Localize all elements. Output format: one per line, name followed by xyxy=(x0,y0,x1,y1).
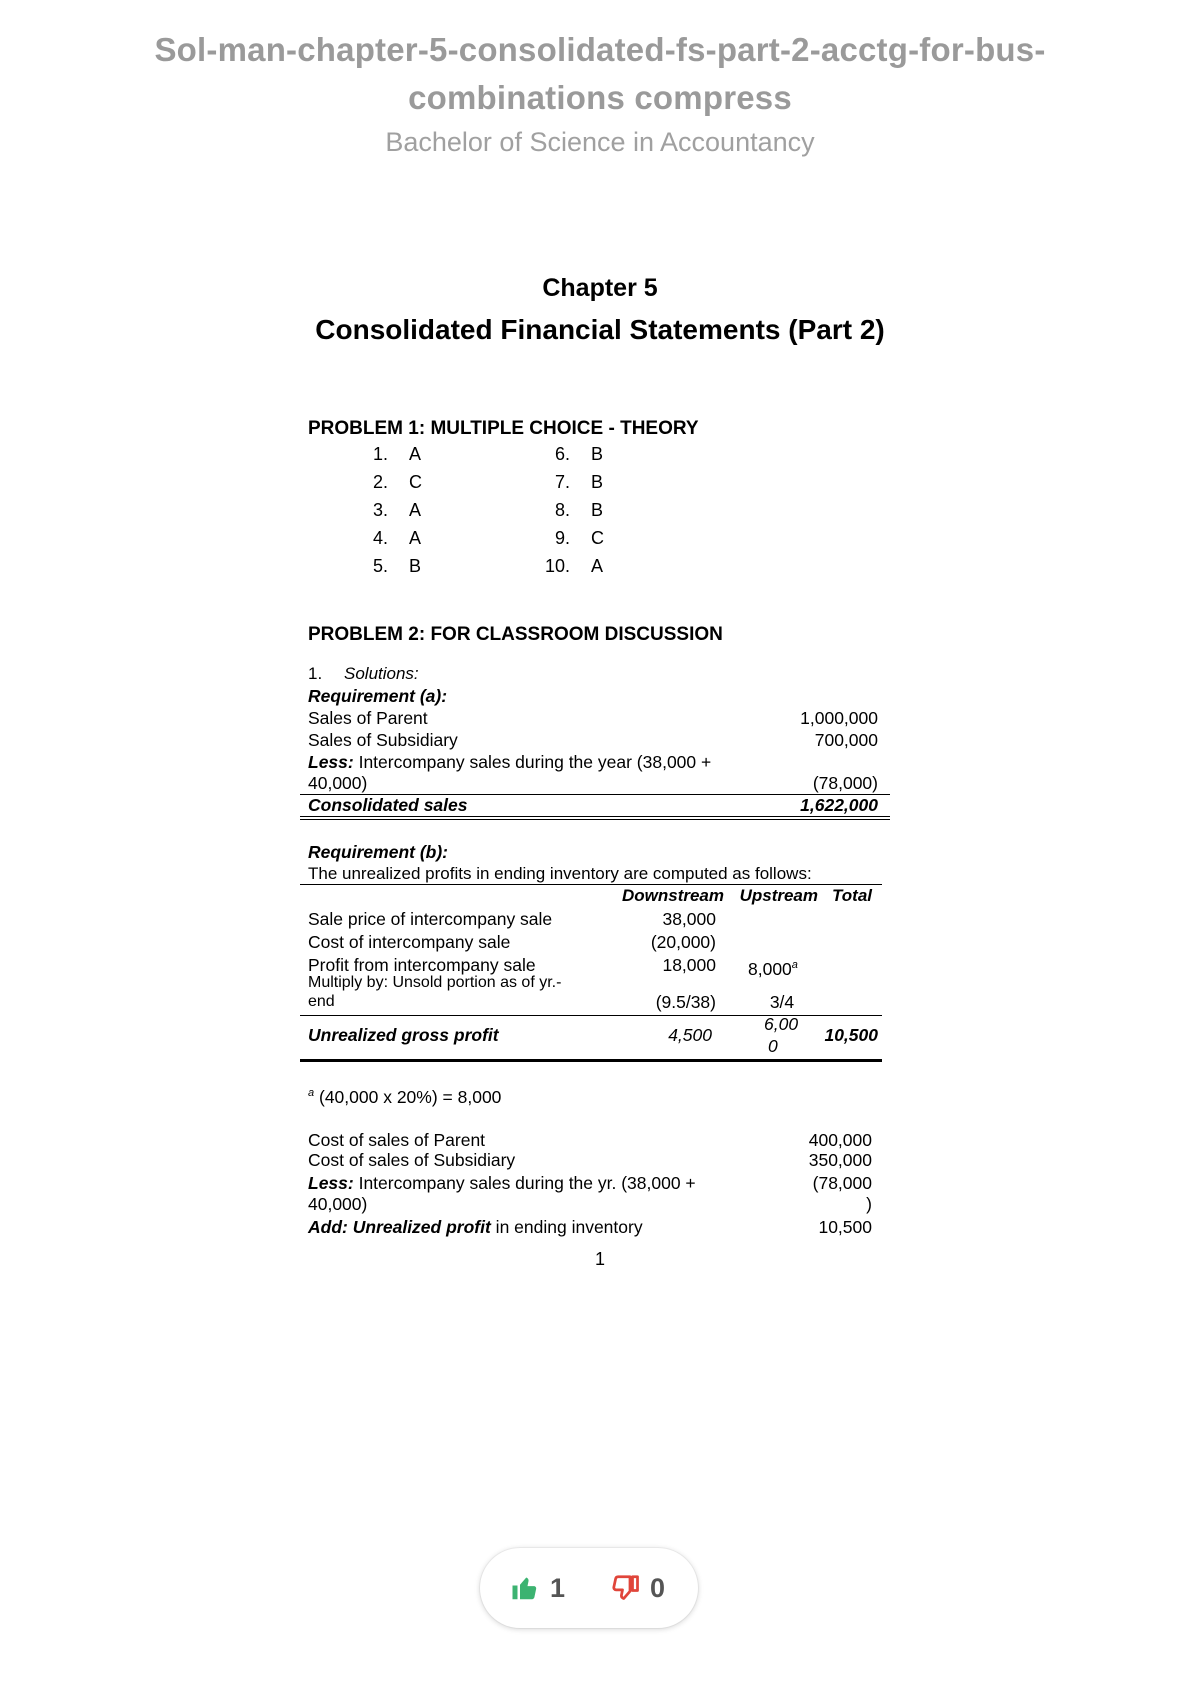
row-label: Cost of sales of Subsidiary xyxy=(308,1150,516,1170)
mc-answer: C xyxy=(409,472,422,492)
cost-less-label-cont: 40,000) xyxy=(308,1194,368,1214)
footnote-text: (40,000 x 20%) = 8,000 xyxy=(314,1086,502,1107)
add-unrealized-label xyxy=(308,1217,643,1237)
requirement-b-label: Requirement (b): xyxy=(308,842,448,862)
mc-answer: A xyxy=(409,528,422,548)
row-label: Sales of Parent xyxy=(308,708,428,728)
mc-number: 5. xyxy=(372,556,388,576)
downvote-button[interactable] xyxy=(610,1568,665,1608)
row-label: Sale price of intercompany sale xyxy=(308,909,553,929)
multiply-label-cont: end xyxy=(308,993,335,1010)
cost-less-value: (78,000 xyxy=(812,1173,872,1193)
mc-answer: A xyxy=(409,500,422,520)
mc-answer: C xyxy=(591,528,604,548)
mc-answer: A xyxy=(409,444,422,464)
mc-answer: B xyxy=(591,500,604,520)
footnote-marker: a xyxy=(791,959,798,971)
downstream-value: 38,000 xyxy=(662,909,716,929)
row-label: Cost of intercompany sale xyxy=(308,932,511,952)
unrealized-profit-label: Unrealized gross profit xyxy=(308,1025,499,1045)
unrealized-downstream: 4,500 xyxy=(668,1025,712,1045)
unrealized-upstream-cont: 0 xyxy=(768,1036,778,1056)
mc-number: 1. xyxy=(372,444,388,464)
less-keyword: Less: xyxy=(308,1173,354,1193)
downstream-value: (20,000) xyxy=(650,932,716,952)
less-intercompany-label xyxy=(308,752,711,772)
mc-number: 7. xyxy=(554,472,570,492)
document-subtitle: Bachelor of Science in Accountancy xyxy=(385,127,815,157)
rule xyxy=(300,819,890,820)
consolidated-sales-label: Consolidated sales xyxy=(308,795,468,815)
less-text: Intercompany sales during the yr. (38,000 + xyxy=(353,1173,696,1193)
vote-widget xyxy=(480,1548,698,1628)
cost-less-value-cont: ) xyxy=(866,1194,872,1214)
unrealized-profit-keyword: Unrealized profit xyxy=(352,1217,491,1237)
rule xyxy=(300,816,890,817)
mc-number: 6. xyxy=(554,444,570,464)
mc-number: 2. xyxy=(372,472,388,492)
mc-answer: B xyxy=(591,472,604,492)
unrealized-upstream: 6,00 xyxy=(764,1014,799,1034)
consolidated-sales-value: 1,622,000 xyxy=(800,795,878,815)
requirement-a-label: Requirement (a): xyxy=(308,686,448,706)
upstream-value xyxy=(748,955,798,979)
thumbs-up-icon xyxy=(510,1573,540,1603)
multiply-downstream: (9.5/38) xyxy=(655,992,716,1012)
row-label: Sales of Subsidiary xyxy=(308,730,458,750)
requirement-b-intro: The unrealized profits in ending inventory are computed as follows: xyxy=(308,864,812,883)
less-keyword: Less: xyxy=(308,752,354,772)
row-value: 400,000 xyxy=(808,1130,872,1150)
multiply-label: Multiply by: Unsold portion as of yr.- xyxy=(308,974,562,991)
chapter-title: Consolidated Financial Statements (Part 2) xyxy=(315,314,885,345)
add-unrealized-value: 10,500 xyxy=(818,1217,872,1237)
mc-number: 9. xyxy=(554,528,570,548)
document-title: Sol-man-chapter-5-consolidated-fs-part-2-acctg-for-bus-combinations compress xyxy=(154,31,1046,116)
column-header-downstream: Downstream xyxy=(621,886,724,905)
mc-answer: A xyxy=(591,556,604,576)
cost-less-label xyxy=(308,1173,696,1193)
less-intercompany-value: (78,000) xyxy=(812,773,878,793)
add-text: in ending inventory xyxy=(490,1217,643,1237)
mc-number: 3. xyxy=(372,500,388,520)
mc-answer: B xyxy=(591,444,604,464)
row-label: Cost of sales of Parent xyxy=(308,1130,486,1150)
thumbs-down-icon xyxy=(610,1573,640,1603)
less-text: Intercompany sales during the year (38,000 + xyxy=(353,752,712,772)
footnote-marker: a xyxy=(308,1087,315,1099)
less-intercompany-label-cont: 40,000) xyxy=(308,773,368,793)
row-label: Profit from intercompany sale xyxy=(308,955,536,975)
mc-answer: B xyxy=(409,556,422,576)
row-value: 350,000 xyxy=(808,1150,872,1170)
problem1-heading: PROBLEM 1: MULTIPLE CHOICE - THEORY xyxy=(308,418,699,439)
rule xyxy=(300,884,882,885)
unrealized-total: 10,500 xyxy=(824,1025,878,1045)
mc-number: 10. xyxy=(544,556,570,576)
problem2-heading: PROBLEM 2: FOR CLASSROOM DISCUSSION xyxy=(308,624,723,645)
add-keyword: Add: xyxy=(308,1217,348,1237)
upstream-amount: 8,000 xyxy=(748,958,792,979)
mc-number: 4. xyxy=(372,528,388,548)
item-number: 1. xyxy=(308,664,323,683)
chapter-number: Chapter 5 xyxy=(542,274,658,302)
footnote xyxy=(308,1083,501,1107)
column-header-upstream: Upstream xyxy=(739,886,818,905)
downvote-count: 0 xyxy=(650,1572,666,1603)
page-number: 1 xyxy=(594,1249,605,1269)
downstream-value: 18,000 xyxy=(662,955,716,975)
row-value: 700,000 xyxy=(814,730,878,750)
solutions-label: Solutions: xyxy=(344,664,419,683)
multiply-upstream: 3/4 xyxy=(769,992,795,1012)
upvote-button[interactable] xyxy=(510,1568,565,1608)
row-value: 1,000,000 xyxy=(800,708,878,728)
column-header-total: Total xyxy=(832,886,872,905)
mc-number: 8. xyxy=(554,500,570,520)
upvote-count: 1 xyxy=(550,1572,566,1603)
rule xyxy=(300,1059,882,1062)
